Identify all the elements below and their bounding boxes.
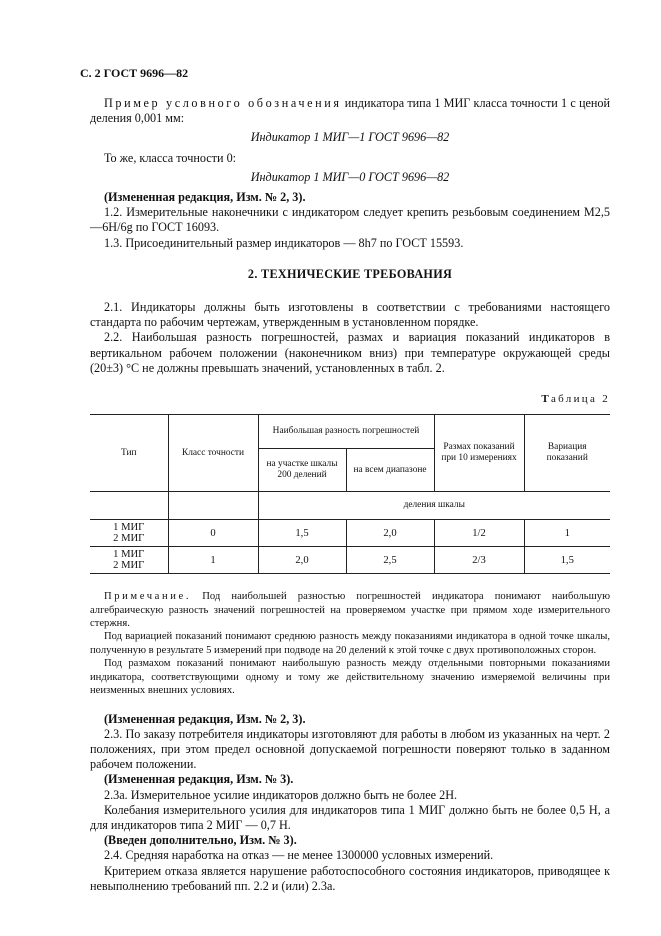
- table-row: [90, 547, 610, 574]
- requirements-table: [90, 414, 610, 574]
- changed-edition-1: (Измененная редакция, Изм. № 2, 3).: [104, 190, 306, 205]
- header-variation: Вариация показаний: [524, 415, 610, 492]
- paragraph-1-2: 1.2. Измерительные наконечники с индикатором следует крепить резьбовым соединением М2,5—6Н/6g по ГОСТ 16093.: [90, 205, 610, 235]
- changed-edition-2: (Измененная редакция, Изм. № 2, 3).: [104, 711, 306, 726]
- example-paragraph: [90, 96, 610, 126]
- designation-2: Индикатор 1 МИГ—0 ГОСТ 9696—82: [250, 169, 450, 184]
- changed-edition-3: (Измененная редакция, Изм. № 3).: [104, 772, 294, 787]
- cell-diff-all: 2,0: [346, 520, 434, 547]
- cell-type: 1 МИГ 2 МИГ: [90, 547, 168, 574]
- paragraph-2-4: 2.4. Средняя наработка на отказ — не менее 1300000 условных измерений.: [104, 848, 494, 863]
- cell-variation: 1,5: [524, 547, 610, 574]
- note-rest: Под наибольшей разностью погрешностей индикатора понимают наибольшую алгебраическую разность значений погрешностей на проверяемом участке при прямом ходе измерительного стержня.: [90, 591, 610, 630]
- header-unit: деления шкалы: [258, 492, 610, 520]
- example-lead: Пример условного обозначения: [104, 96, 342, 110]
- header-diff-all: на всем диапазоне: [346, 449, 434, 492]
- cell-class: 0: [168, 520, 258, 547]
- added-note: (Введен дополнительно, Изм. № 3).: [104, 833, 297, 848]
- cell-range: 1/2: [434, 520, 524, 547]
- paragraph-2-3a: 2.3а. Измерительное усилие индикаторов должно быть не более 2Н.: [104, 787, 458, 802]
- paragraph-2-3: 2.3. По заказу потребителя индикаторы изготовляют для работы в любом из указанных на черт. 2 положениях, при этом предел основной допускаемой погрешности поверяют только в заданном рабочем положении.: [90, 726, 610, 772]
- note-1: [90, 590, 610, 630]
- header-range: Размах показаний при 10 измерениях: [434, 415, 524, 492]
- same-text: То же, класса точности 0:: [104, 150, 237, 165]
- table-caption-rest: аблица 2: [551, 393, 610, 406]
- unit-spacer-type: [90, 492, 168, 520]
- table-caption-first: Т: [541, 393, 551, 406]
- cell-range: 2/3: [434, 547, 524, 574]
- note-lead: Примечание.: [104, 591, 192, 603]
- paragraph-1-3: 1.3. Присоединительный размер индикаторов — 8h7 по ГОСТ 15593.: [104, 235, 464, 250]
- table-row: [90, 520, 610, 547]
- cell-variation: 1: [524, 520, 610, 547]
- cell-type: 1 МИГ 2 МИГ: [90, 520, 168, 547]
- paragraph-2-2: 2.2. Наибольшая разность погрешностей, размах и вариация показаний индикаторов в вертикальном рабочем положении (наконечником вниз) при температуре окружающей среды (20±3) °С не должны превышать значений, установленных в табл. 2.: [90, 330, 610, 375]
- note-3: Под размахом показаний понимают наибольшую разность между отдельными повторными показаниями индикатора, соответствующими одному и тому же действительному значению измеряемой величины при неизменных внешних условиях.: [90, 658, 610, 697]
- cell-diff-200: 2,0: [258, 547, 346, 574]
- designation-1: Индикатор 1 МИГ—1 ГОСТ 9696—82: [250, 130, 450, 145]
- paragraph-criterion: Критерием отказа является нарушение работоспособного состояния индикаторов, приводящее к невыполнению требований пп. 2.2 и (или) 2.3а.: [90, 863, 610, 893]
- paragraph-force: Колебания измерительного усилия для индикаторов типа 1 МИГ должно быть не более 0,5 Н, а для индикаторов типа 2 МИГ — 0,7 Н.: [90, 802, 610, 832]
- example-rest: индикатора типа 1 МИГ класса точности 1 с ценой деления 0,001 мм:: [90, 96, 611, 126]
- document-body: [90, 96, 610, 894]
- table-caption: [90, 392, 610, 407]
- cell-diff-all: 2,5: [346, 547, 434, 574]
- header-type: Тип: [90, 415, 168, 492]
- header-class: Класс точности: [168, 415, 258, 492]
- header-diff: Наибольшая разность погрешностей: [258, 415, 434, 449]
- page-header: С. 2 ГОСТ 9696—82: [80, 66, 189, 80]
- notes-block: [90, 590, 610, 697]
- paragraph-2-1: 2.1. Индикаторы должны быть изготовлены в соответствии с требованиями настоящего стандарта по рабочим чертежам, утвержденным в установленном порядке.: [90, 300, 610, 330]
- cell-class: 1: [168, 547, 258, 574]
- note-2: Под вариацией показаний понимают среднюю разность между показаниями индикатора в одной точке шкалы, полученную в результате 5 измерений при подводе на 20 делений к этой точке с двух противоположных сторон.: [90, 631, 610, 656]
- header-diff-200: на участке шкалы 200 делений: [258, 449, 346, 492]
- cell-diff-200: 1,5: [258, 520, 346, 547]
- section-title: 2. ТЕХНИЧЕСКИЕ ТРЕБОВАНИЯ: [247, 266, 453, 281]
- unit-spacer-class: [168, 492, 258, 520]
